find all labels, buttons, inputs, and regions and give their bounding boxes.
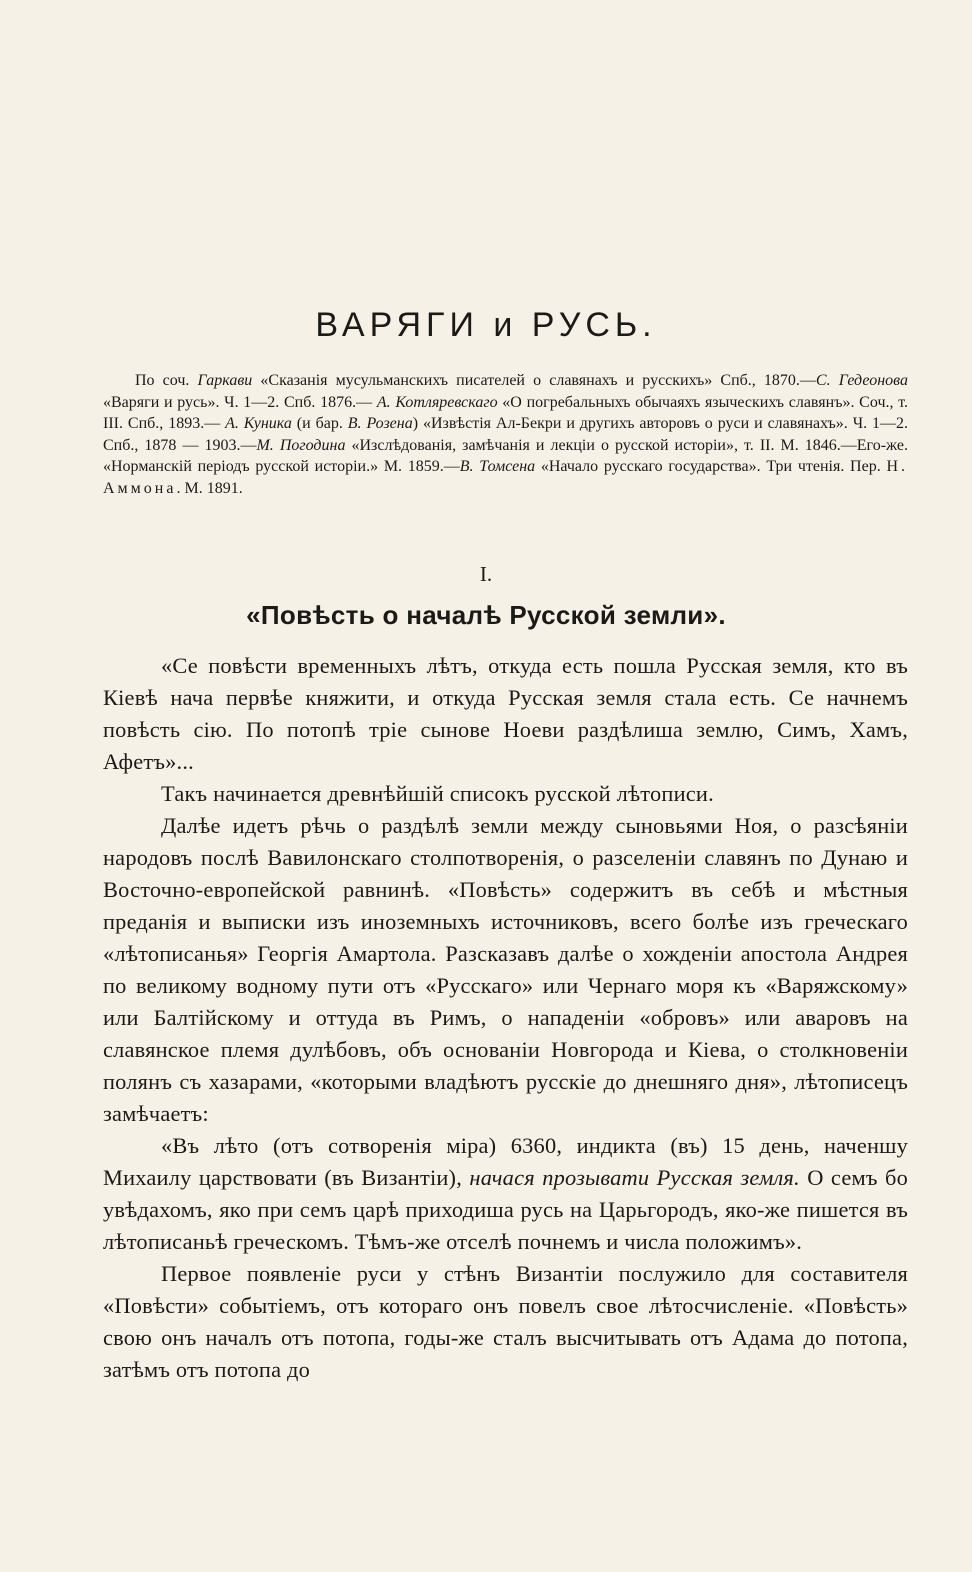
bibliography-fragment: «Варяги и русь». Ч. 1—2. Спб. 1876.— <box>103 393 377 411</box>
bibliography-fragment: «Сказанія мусульманскихъ писателей о славянахъ и русскихъ» Спб., 1870.— <box>252 372 816 389</box>
bibliography-fragment: . М. 1891. <box>176 479 243 497</box>
author-name: С. Гедеонова <box>815 372 909 389</box>
author-name: В. Томсена <box>459 458 536 475</box>
bibliography-fragment: «Изслѣдованія, замѣчанія и лекціи о русской исторіи», т. II. М. 1846.—Его-же. «Норманскій періодъ русской исторіи.» М. 1859.— <box>103 436 908 475</box>
bibliography-fragment: ) «Извѣстія Ал-Бекри и другихъ авторовъ о руси и славянахъ». Ч. 1—2. Спб., 1878 — 1903.— <box>103 415 909 454</box>
paragraph: «Се повѣсти временныхъ лѣтъ, откуда есть пошла Русская земля, кто въ Кіевѣ нача первѣе княжити, и откуда Русская земля стала есть. Се начнемъ повѣсть сію. По потопѣ тріе сынове Ноеви раздѣлиша землю, Симъ, Хамъ, Афетъ»... <box>103 653 908 774</box>
paragraph: Далѣе идетъ рѣчь о раздѣлѣ земли между сыновьями Ноя, о разсѣяніи народовъ послѣ Вавилонскаго столпотворенія, о разселеніи славянъ по Дунаю и Восточно-европейской равнинѣ. «Повѣсть» содержитъ въ себѣ и мѣстныя преданія и выписки изъ иноземныхъ источниковъ, всего болѣе изъ греческаго «лѣтописанья» Георгія Амартола. Разсказавъ далѣе о хожденіи апостола Андрея по великому водному пути отъ «Русскаго» или Чернаго моря къ «Варяжскому» или Балтійскому и оттуда въ Римъ, о нападеніи «обровъ» или аваровъ на славянское племя дулѣбовъ, объ основаніи Новгорода и Кіева, о столкновеніи полянъ съ хазарами, «которыми владѣютъ русскіе до днешняго дня», лѣтописецъ замѣчаетъ: <box>103 813 908 1126</box>
paragraph: Первое появленіе руси у стѣнъ Византіи послужило для составителя «Повѣсти» событіемъ, отъ котораго онъ повелъ свое лѣтосчисленіе. «Повѣсть» свою онъ началъ отъ потопа, годы-же сталъ высчитывать отъ Адама до потопа, затѣмъ отъ потопа до <box>103 1261 908 1382</box>
paragraph: Такъ начинается древнѣйшій списокъ русской лѣтописи. <box>161 781 714 806</box>
author-name: А. Куника <box>225 415 292 432</box>
body-text <box>103 650 908 1386</box>
translator-name: Н. Аммона <box>103 458 908 497</box>
quote-text: «Въ лѣто (отъ сотворенія міра) 6360, индикта (въ) 15 день, наченшу Михаилу царствовати (въ Византіи), <box>103 1133 908 1190</box>
emphasized-text: начася прозывати Русская земля. <box>469 1165 800 1190</box>
section-heading: «Повѣсть о началѣ Русской земли». <box>246 600 726 630</box>
bibliography-fragment: (и бар. <box>291 415 348 432</box>
author-name: Гаркави <box>197 372 253 389</box>
bibliography-fragment: «О погребальныхъ обычаяхъ языческихъ славянъ». Соч., т. III. Спб., 1893.— <box>103 393 908 432</box>
quote-text: О семъ бо увѣдахомъ, яко при семъ царѣ приходиша русь на Царьгородъ, яко-же пишется въ лѣтописаньѣ греческомъ. Тѣмъ-же отселѣ почнемъ и числа положимъ». <box>103 1165 908 1254</box>
bibliography-fragment: По соч. <box>135 372 198 389</box>
bibliography-text <box>103 370 908 499</box>
bibliography-fragment: «Начало русскаго государства». Три чтенія. Пер. <box>535 458 887 475</box>
page-title: ВАРЯГИ и РУСЬ. <box>315 306 657 344</box>
author-name: А. Котляревскаго <box>376 393 498 411</box>
bibliography-block <box>103 370 908 499</box>
section-number: I. <box>479 562 493 586</box>
paragraph-quote <box>103 1130 908 1258</box>
author-name: М. Погодина <box>256 436 346 454</box>
author-name: В. Розена <box>347 415 413 432</box>
